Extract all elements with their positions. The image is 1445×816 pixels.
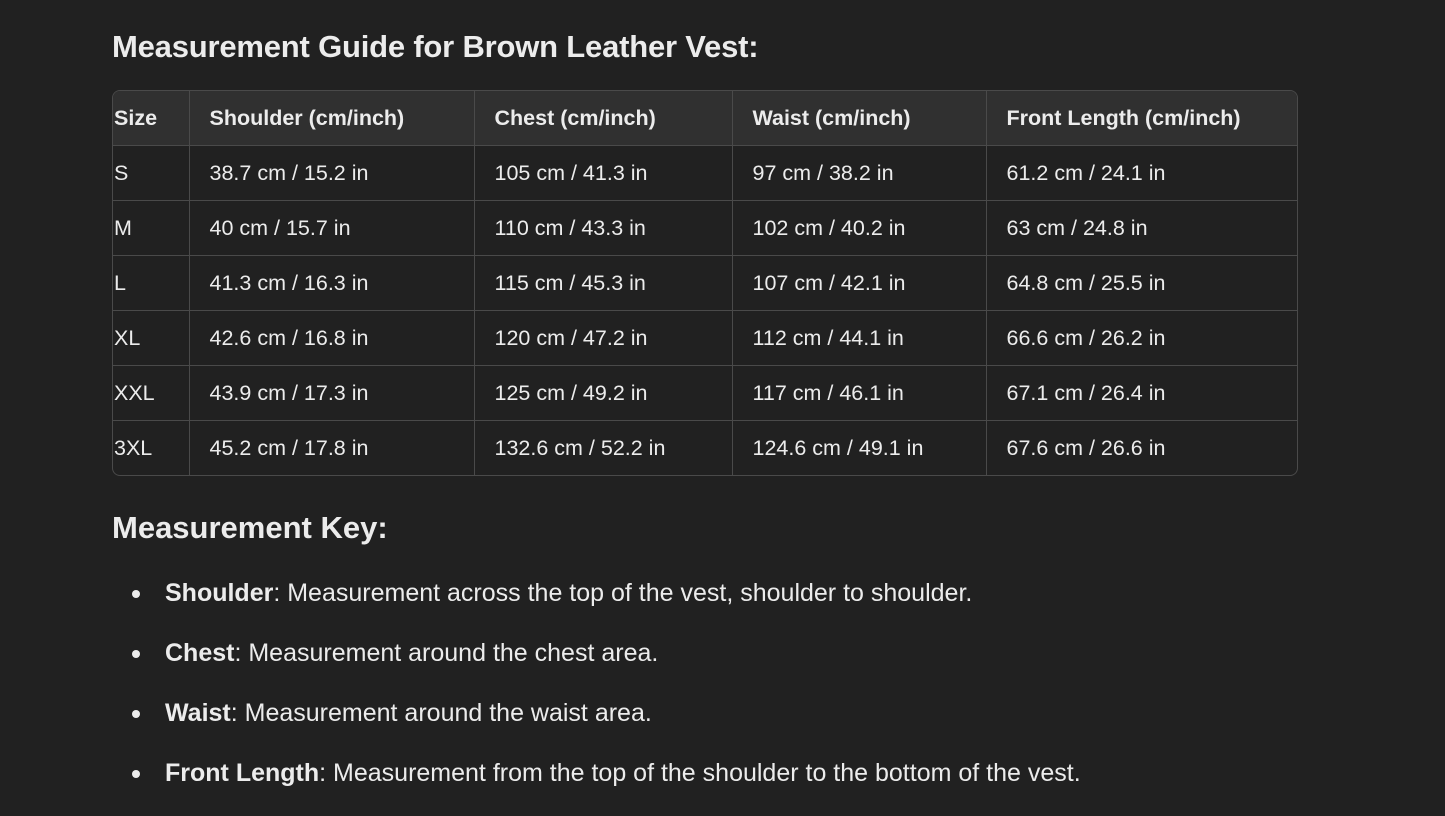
list-item — [112, 632, 1081, 692]
key-term: Shoulder — [165, 579, 274, 607]
cell-size: S — [113, 146, 189, 201]
cell-front-length: 67.1 cm / 26.4 in — [986, 366, 1297, 421]
key-description: : Measurement from the top of the shoulder to the bottom of the vest. — [319, 759, 1081, 787]
table-header-row — [113, 91, 1297, 146]
key-term: Chest — [165, 639, 235, 667]
cell-size: L — [113, 256, 189, 311]
cell-front-length: 63 cm / 24.8 in — [986, 201, 1297, 256]
cell-chest: 125 cm / 49.2 in — [474, 366, 732, 421]
cell-chest: 110 cm / 43.3 in — [474, 201, 732, 256]
cell-front-length: 61.2 cm / 24.1 in — [986, 146, 1297, 201]
cell-chest: 132.6 cm / 52.2 in — [474, 421, 732, 476]
header-chest: Chest (cm/inch) — [474, 91, 732, 146]
cell-chest: 120 cm / 47.2 in — [474, 311, 732, 366]
cell-size: XL — [113, 311, 189, 366]
cell-waist: 107 cm / 42.1 in — [732, 256, 986, 311]
key-description: : Measurement across the top of the vest, shoulder to shoulder. — [273, 579, 973, 607]
cell-waist: 124.6 cm / 49.1 in — [732, 421, 986, 476]
header-size: Size — [113, 91, 189, 146]
table-row — [113, 146, 1297, 201]
page-title: Measurement Guide for Brown Leather Vest: — [112, 29, 759, 64]
cell-chest: 105 cm / 41.3 in — [474, 146, 732, 201]
list-item — [112, 692, 1081, 752]
cell-front-length: 67.6 cm / 26.6 in — [1006, 435, 1166, 460]
cell-waist: 102 cm / 40.2 in — [732, 201, 986, 256]
cell-shoulder: 41.3 cm / 16.3 in — [189, 256, 474, 311]
bullet-icon — [132, 590, 140, 598]
cell-waist: 117 cm / 46.1 in — [732, 366, 986, 421]
bullet-icon — [132, 650, 140, 658]
key-description: : Measurement around the chest area. — [234, 639, 659, 667]
bullet-icon — [132, 710, 140, 718]
cell-shoulder: 42.6 cm / 16.8 in — [189, 311, 474, 366]
cell-shoulder: 43.9 cm / 17.3 in — [189, 366, 474, 421]
bullet-icon — [132, 770, 140, 778]
cell-chest: 115 cm / 45.3 in — [474, 256, 732, 311]
cell-waist: 97 cm / 38.2 in — [732, 146, 986, 201]
list-item — [112, 752, 1081, 812]
measurement-key-list — [112, 572, 1081, 812]
cell-waist: 112 cm / 44.1 in — [732, 311, 986, 366]
table-row — [113, 311, 1297, 366]
header-waist: Waist (cm/inch) — [732, 91, 986, 146]
table-row — [113, 366, 1297, 421]
cell-shoulder: 45.2 cm / 17.8 in — [189, 421, 474, 476]
measurement-table — [113, 91, 1297, 475]
measurement-table-container — [112, 90, 1298, 476]
table-row — [113, 256, 1297, 311]
cell-shoulder: 40 cm / 15.7 in — [189, 201, 474, 256]
cell-front-length: 66.6 cm / 26.2 in — [986, 311, 1297, 366]
key-description: : Measurement around the waist area. — [230, 699, 652, 727]
measurement-key-heading: Measurement Key: — [112, 510, 388, 545]
table-row — [113, 421, 1297, 476]
cell-size: M — [113, 201, 189, 256]
table-row — [113, 201, 1297, 256]
cell-front-length: 64.8 cm / 25.5 in — [986, 256, 1297, 311]
header-front-length: Front Length (cm/inch) — [986, 91, 1297, 146]
cell-shoulder: 38.7 cm / 15.2 in — [189, 146, 474, 201]
cell-size: 3XL — [113, 421, 189, 476]
header-shoulder: Shoulder (cm/inch) — [189, 91, 474, 146]
list-item — [112, 572, 1081, 632]
cell-size: XXL — [113, 366, 189, 421]
key-term: Front Length — [165, 759, 320, 787]
key-term: Waist — [165, 699, 231, 727]
